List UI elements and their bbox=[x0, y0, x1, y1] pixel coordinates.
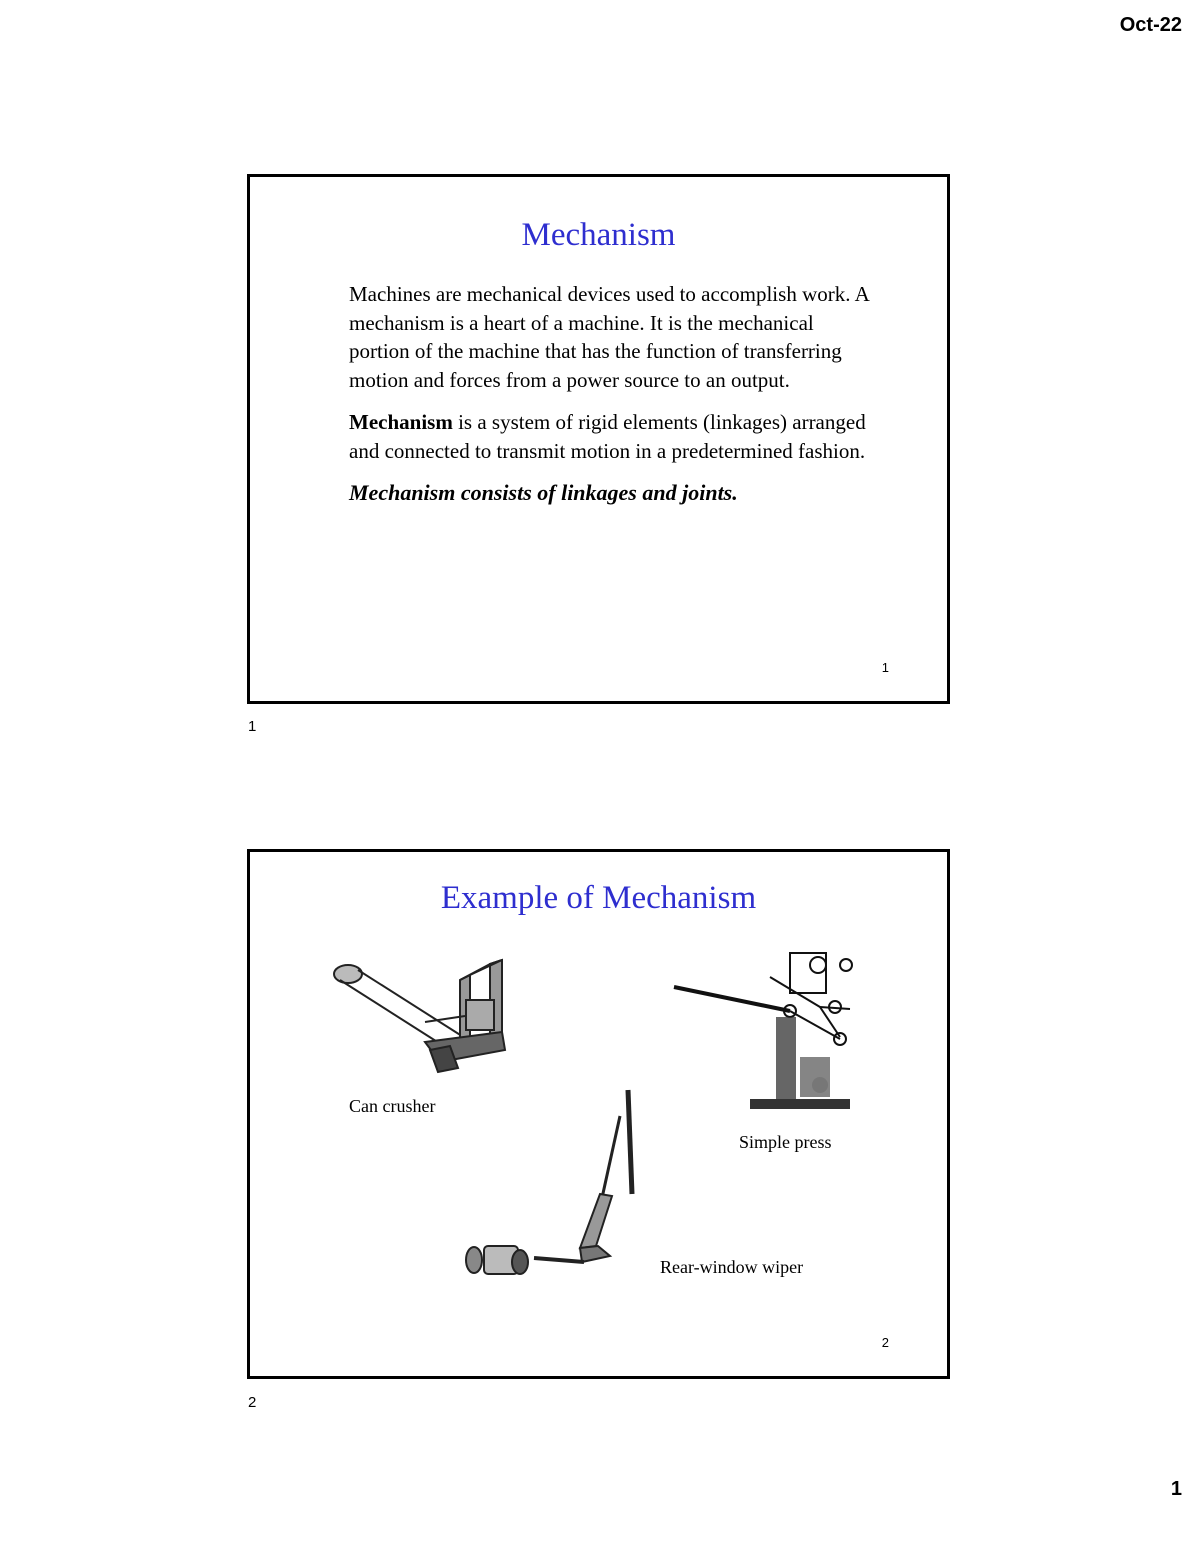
slide-title: Mechanism bbox=[521, 217, 676, 253]
slide-body bbox=[349, 280, 869, 522]
can-crusher-illustration bbox=[330, 950, 510, 1080]
slide-title: Example of Mechanism bbox=[440, 880, 757, 916]
rear-wiper-label: Rear-window wiper bbox=[660, 1257, 804, 1277]
slide-number: 1 bbox=[881, 660, 889, 675]
can-crusher-label: Can crusher bbox=[349, 1096, 436, 1116]
slide-label-number: 1 bbox=[248, 718, 257, 735]
page-number: 1 bbox=[1170, 1478, 1182, 1500]
header-date: Oct-22 bbox=[1119, 14, 1182, 36]
paragraph: Machines are mechanical devices used to accomplish work. A mechanism is a heart of a machine. It is the mechanical portion of the machine that has the function of transferring motion and forces from a power source to an output. bbox=[349, 282, 869, 392]
rear-wiper-illustration bbox=[462, 1086, 642, 1286]
slide-number: 2 bbox=[881, 1335, 889, 1350]
slide-1 bbox=[247, 174, 950, 704]
paragraph-text: is a system of rigid elements (linkages) arranged and connected to transmit motion in a predetermined fashion. bbox=[349, 410, 866, 463]
simple-press-illustration bbox=[670, 947, 855, 1117]
paragraph bbox=[349, 408, 869, 465]
slide-label-number: 2 bbox=[248, 1394, 257, 1411]
bold-term: Mechanism bbox=[349, 410, 453, 434]
slide-2 bbox=[247, 849, 950, 1379]
simple-press-label: Simple press bbox=[739, 1132, 832, 1152]
emphasis-statement: Mechanism consists of linkages and joints. bbox=[349, 480, 738, 505]
